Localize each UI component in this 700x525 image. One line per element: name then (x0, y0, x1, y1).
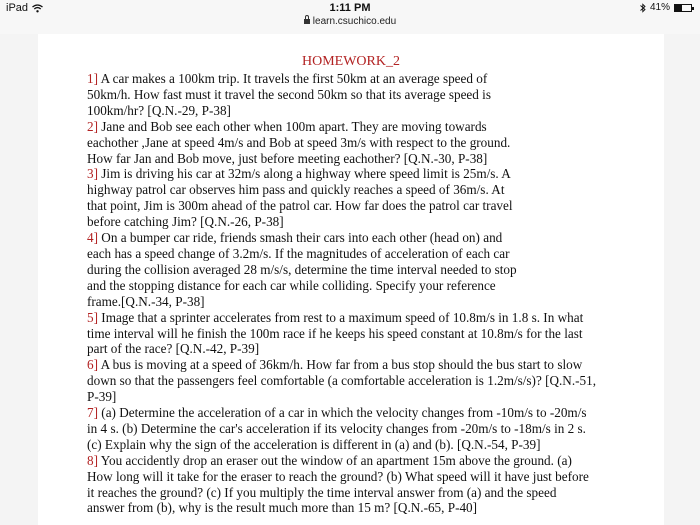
question-line (87, 326, 647, 342)
question-line (87, 421, 647, 437)
question-text: frame.[Q.N.-34, P-38] (87, 293, 205, 309)
question-line (87, 246, 647, 262)
battery-percent: 41% (649, 2, 670, 13)
question-text: 100km/hr? [Q.N.-29, P-38] (87, 102, 231, 118)
question-line (87, 389, 647, 405)
question-line (87, 294, 647, 310)
question-line (87, 278, 647, 294)
question-6 (87, 357, 647, 373)
question-line (87, 341, 647, 357)
question-text: How long will it take for the eraser to reach the ground? (b) What speed will it have just before (87, 468, 589, 484)
question-text: P-39] (87, 389, 117, 405)
url-text: learn.csuchico.edu (312, 16, 397, 27)
address-bar[interactable] (0, 16, 700, 27)
question-text: during the collision averaged 28 m/s/s, determine the time interval needed to stop (87, 261, 517, 277)
question-text: (a) Determine the acceleration of a car in which the velocity changes from -10m/s to -20m/s (98, 405, 587, 421)
question-text: Image that a sprinter accelerates from rest to a maximum speed of 10.8m/s in 1.8 s. In what (98, 309, 584, 325)
question-line (87, 103, 647, 119)
question-text: highway patrol car observes him pass and quickly reaches a speed of 36m/s. At (87, 182, 505, 198)
question-line (87, 437, 647, 453)
question-text: A bus is moving at a speed of 36km/h. How far from a bus stop should the bus start to slow (98, 357, 583, 373)
question-text: part of the race? [Q.N.-42, P-39] (87, 341, 260, 357)
question-text: time interval will he finish the 100m race if he keeps his speed constant at 10.8m/s for the last (87, 325, 583, 341)
question-line (87, 135, 647, 151)
question-text: Jane and Bob see each other when 100m apart. They are moving towards (98, 118, 487, 134)
question-number: 1] (87, 71, 98, 86)
question-text: Jim is driving his car at 32m/s along a highway where speed limit is 25m/s. A (98, 166, 511, 182)
status-bar (0, 0, 700, 34)
question-line (87, 214, 647, 230)
battery-icon (674, 4, 692, 12)
question-text: that point, Jim is 300m ahead of the patrol car. How far does the patrol car travel (87, 198, 513, 214)
question-4 (87, 230, 647, 246)
question-2 (87, 119, 647, 135)
question-5 (87, 310, 647, 326)
device-name: iPad (6, 2, 29, 14)
question-text: On a bumper car ride, friends smash their cars into each other (head on) and (98, 230, 503, 246)
question-line (87, 198, 647, 214)
question-line (87, 262, 647, 278)
question-3 (87, 166, 647, 182)
question-number: 7] (87, 405, 98, 421)
question-text: eachother ,Jane at speed 4m/s and Bob at speed 3m/s with respect to the ground. (87, 134, 511, 150)
question-number: 4] (87, 230, 98, 246)
question-line (87, 469, 647, 485)
question-line (87, 500, 647, 516)
document-page (38, 34, 664, 525)
question-text: A car makes a 100km trip. It travels the first 50km at an average speed of (98, 71, 488, 86)
question-line (87, 87, 647, 103)
homework-title: HOMEWORK_2 (302, 54, 400, 69)
question-text: in 4 s. (b) Determine the car's acceleration if its velocity changes from -20m/s to -18m/s in 2 s. (87, 420, 586, 436)
question-text: You accidently drop an eraser out the window of an apartment 15m above the ground. (a) (98, 452, 572, 468)
question-line (87, 151, 647, 167)
question-number: 2] (87, 118, 98, 134)
question-line (87, 485, 647, 501)
question-text: 50km/h. How fast must it travel the second 50km so that its average speed is (87, 86, 491, 102)
questions-list (87, 71, 647, 516)
question-7 (87, 405, 647, 421)
question-number: 8] (87, 452, 98, 468)
question-text: before catching Jim? [Q.N.-26, P-38] (87, 214, 284, 230)
question-number: 3] (87, 166, 98, 182)
question-text: down so that the passengers feel comfortable (a comfortable acceleration is 1.2m/s/s)? [Q.N.-51, (87, 373, 597, 389)
question-1 (87, 71, 647, 87)
bluetooth-icon (640, 3, 646, 13)
question-8 (87, 453, 647, 469)
question-text: it reaches the ground? (c) If you multiply the time interval answer from (a) and the speed (87, 484, 557, 500)
status-right (640, 2, 692, 13)
question-text: answer from (b), why is the result much more than 15 m? [Q.N.-65, P-40] (87, 500, 478, 516)
question-text: How far Jan and Bob move, just before meeting eachother? [Q.N.-30, P-38] (87, 150, 488, 166)
question-number: 5] (87, 309, 98, 325)
question-text: and the stopping distance for each car while colliding. Specify your reference (87, 277, 496, 293)
question-line (87, 182, 647, 198)
question-text: each has a speed change of 3.2m/s. If the magnitudes of acceleration of each car (87, 245, 510, 261)
lock-icon (304, 19, 310, 24)
battery-fill (675, 5, 682, 11)
question-line (87, 373, 647, 389)
question-number: 6] (87, 357, 98, 373)
question-text: (c) Explain why the sign of the acceleration is different in (a) and (b). [Q.N.-54, P-39] (87, 436, 541, 452)
status-time: 1:11 PM (329, 2, 371, 14)
